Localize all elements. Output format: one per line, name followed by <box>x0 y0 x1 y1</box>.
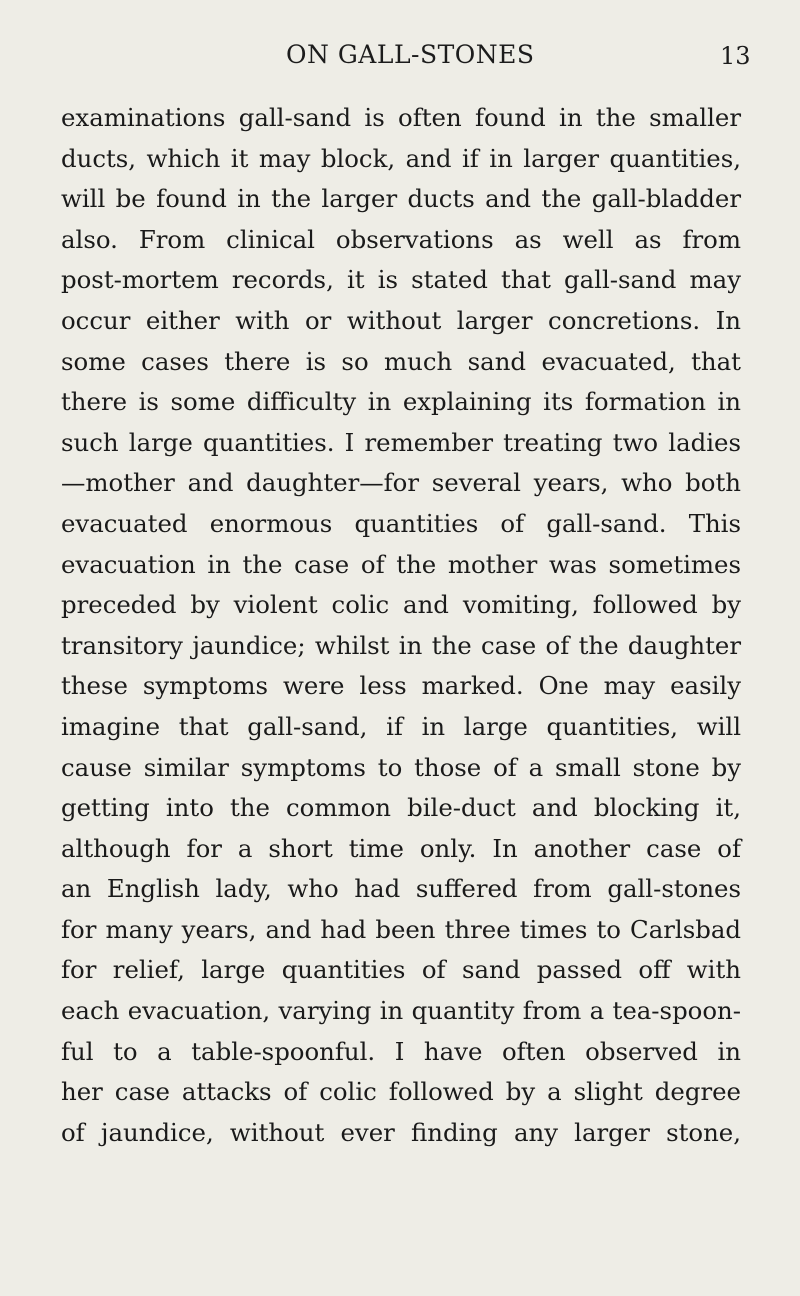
text-line: preceded by violent colic and vomiting, followed by <box>61 590 741 620</box>
text-line: there is some difficulty in explaining its formation in <box>61 387 741 417</box>
text-line: evacuation in the case of the mother was sometimes <box>61 549 741 579</box>
text-line: post-mortem records, it is stated that gall-sand may <box>61 265 741 295</box>
text-line: for relief, large quantities of sand passed off with <box>61 955 741 985</box>
text-line: although for a short time only. In another case of <box>61 833 741 863</box>
text-line: will be found in the larger ducts and the gall-bladder <box>61 184 741 214</box>
text-line: of jaundice, without ever finding any larger stone, <box>61 1117 741 1147</box>
text-line: an English lady, who had suffered from gall-stones <box>61 874 741 904</box>
text-line: getting into the common bile-duct and blocking it, <box>61 793 741 823</box>
text-line: evacuated enormous quantities of gall-sand. This <box>61 508 741 538</box>
text-line: some cases there is so much sand evacuated, that <box>61 346 741 376</box>
page-header <box>0 40 800 80</box>
text-line: —mother and daughter—for several years, who both <box>61 468 741 498</box>
text-line: also. From clinical observations as well as from <box>61 224 741 254</box>
text-line: ducts, which it may block, and if in larger quantities, <box>61 143 741 173</box>
text-line: such large quantities. I remember treating two ladies <box>61 427 741 457</box>
text-line: occur either with or without larger concretions. In <box>61 305 741 335</box>
text-line: examinations gall-sand is often found in the smaller <box>61 103 741 132</box>
running-head: ON GALL-STONES <box>286 40 535 69</box>
text-line: cause similar symptoms to those of a small stone by <box>61 752 741 782</box>
text-line: transitory jaundice; whilst in the case of the daughter <box>61 630 741 660</box>
text-line: her case attacks of colic followed by a slight degree <box>61 1077 741 1107</box>
body-text <box>61 98 741 1153</box>
text-line: for many years, and had been three times to Carlsbad <box>61 914 741 944</box>
page-number: 13 <box>720 42 751 70</box>
text-line: these symptoms were less marked. One may easily <box>61 671 741 701</box>
text-line: each evacuation, varying in quantity from a tea-spoon- <box>61 996 741 1026</box>
text-line: imagine that gall-sand, if in large quantities, will <box>61 711 741 741</box>
text-line: ful to a table-spoonful. I have often observed in <box>61 1036 741 1066</box>
